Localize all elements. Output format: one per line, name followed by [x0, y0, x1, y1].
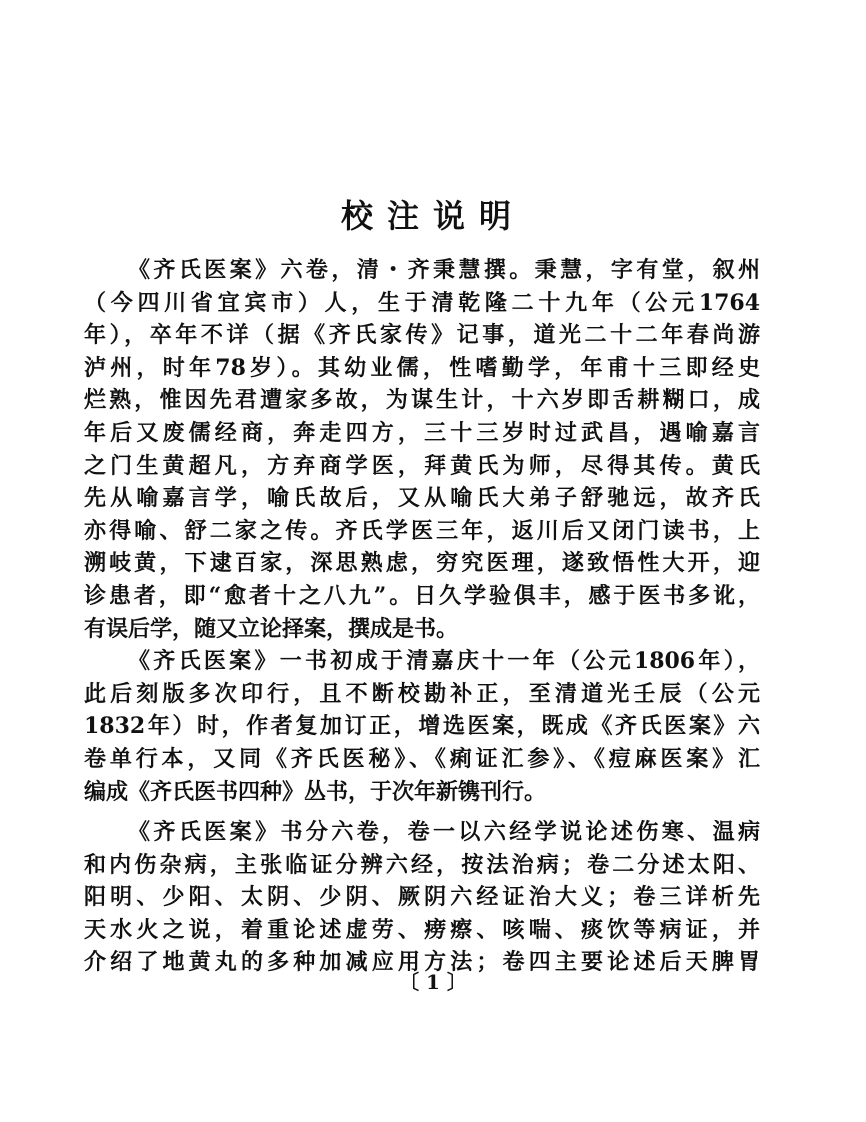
text-line: 《齐氏医案》一书初成于清嘉庆十一年（公元1806年）， — [128, 648, 760, 675]
text-line: 此后刻版多次印行，且不断校勘补正，至清道光壬辰（公元 — [84, 680, 760, 707]
text-line: 1832年）时，作者复加订正，增选医案，既成《齐氏医案》六 — [84, 713, 760, 740]
text-line: 诊患者，即“愈者十之八九”。日久学验俱丰，感于医书多讹， — [84, 582, 760, 609]
text-line: 亦得喻、舒二家之传。齐氏学医三年，返川后又闭门读书，上 — [84, 517, 760, 544]
body-text — [84, 254, 760, 979]
text-line: 编成《齐氏医书四种》丛书，于次年新镌刊行。 — [84, 778, 547, 805]
text-line: 年后又废儒经商，奔走四方，三十三岁时过武昌，遇喻嘉言 — [84, 419, 760, 446]
text-line: 之门生黄超凡，方弃商学医，拜黄氏为师，尽得其传。黄氏 — [84, 452, 760, 479]
paragraph-1 — [84, 254, 760, 645]
text-line: 介绍了地黄丸的多种加减应用方法；卷四主要论述后天脾胃 — [84, 949, 760, 976]
text-line: 《齐氏医案》书分六卷，卷一以六经学说论述伤寒、温病 — [128, 819, 760, 846]
text-line: 阳明、少阳、太阴、少阴、厥阴六经证治大义；卷三详析先 — [84, 884, 760, 911]
text-line: 《齐氏医案》六卷，清・齐秉慧撰。秉慧，字有堂，叙州 — [128, 257, 760, 283]
page-title: 校注说明 — [340, 197, 525, 235]
text-line: 天水火之说，着重论述虚劳、痨瘵、咳喘、痰饮等病证，并 — [84, 916, 760, 943]
paragraph-gap — [84, 808, 760, 816]
text-line: 先从喻嘉言学，喻氏故后，又从喻氏大弟子舒驰远，故齐氏 — [84, 485, 760, 512]
text-line: 泸州，时年78岁）。其幼业儒，性嗜勤学，年甫十三即经史 — [84, 354, 760, 381]
text-line: 烂熟，惟因先君遭家多故，为谋生计，十六岁即舌耕糊口，成 — [84, 387, 760, 414]
text-line: 和内伤杂病，主张临证分辨六经，按法治病；卷二分述太阳、 — [84, 851, 760, 878]
paragraph-3 — [84, 816, 760, 979]
text-line: 年），卒年不详（据《齐氏家传》记事，道光二十二年春尚游 — [84, 322, 760, 349]
text-line: 有误后学，随又立论择案，撰成是书。 — [84, 615, 459, 642]
text-line: 溯岐黄，下逮百家，深思熟虑，穷究医理，遂致悟性大开，迎 — [84, 550, 760, 577]
text-line: 卷单行本，又同《齐氏医秘》、《痢证汇参》、《痘麻医案》汇 — [84, 745, 760, 772]
paragraph-2 — [84, 645, 760, 808]
page-number: 〔 1 〕 — [399, 970, 467, 994]
text-line: （今四川省宜宾市）人，生于清乾隆二十九年（公元1764 — [84, 289, 760, 316]
